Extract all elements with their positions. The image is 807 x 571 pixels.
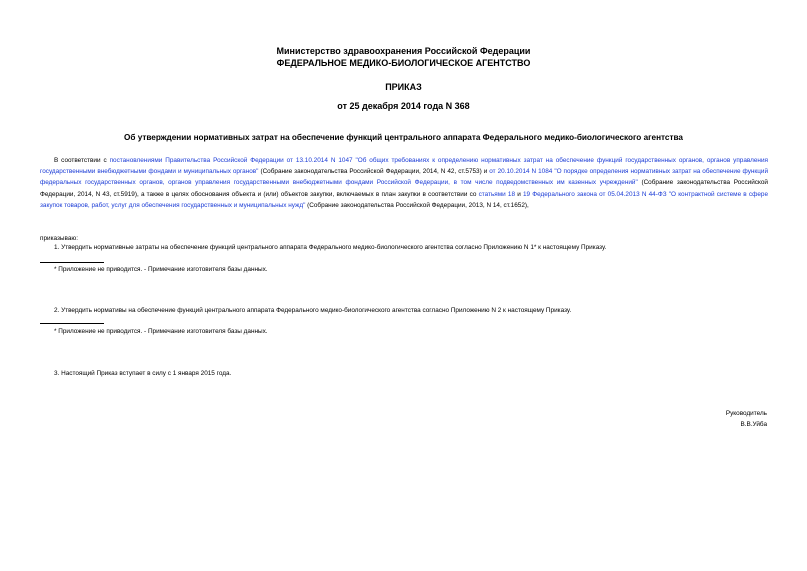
link-federal-law-44[interactable]: 19 Федерального закона от 05.04.2013 N 44-ФЗ "О контрактной системе в сфере закупок товаров, работ, услуг для обеспечения государственных и муниципальных нужд"	[40, 190, 768, 209]
agency-name: ФЕДЕРАЛЬНОЕ МЕДИКО-БИОЛОГИЧЕСКОЕ АГЕНТСТВО	[276, 58, 531, 68]
intro-text-5: (Собрание законодательства Российской Федерации, 2013, N 14, ст.1652),	[305, 201, 529, 209]
link-article-18[interactable]: статьями 18	[478, 190, 516, 198]
intro-text-2: (Собрание законодательства Российской Федерации, 2014, N 42, ст.5753) и	[258, 168, 490, 176]
intro-text-1: В соответствии с	[54, 157, 110, 164]
item-3: 3. Настоящий Приказ вступает в силу с 1 января 2015 года.	[54, 370, 232, 377]
ministry-name: Министерство здравоохранения Российской Федерации	[276, 46, 531, 56]
document-title: Об утверждении нормативных затрат на обеспечение функций центрального аппарата Федерального медико-биологического агентства	[124, 133, 683, 142]
footnote-1: * Приложение не приводится. - Примечание изготовителя базы данных.	[54, 266, 268, 273]
footnote-divider-1	[40, 262, 104, 263]
signature-name: В.В.Уйба	[740, 421, 767, 428]
intro-text-3: (Собрание законодательства Российской Федерации, 2014, N 43, ст.5919), а также в целях обоснования объекта и (или) объектов закупки, включаемых в план закупки в соответствии со	[40, 179, 768, 198]
link-government-decree-1047[interactable]: постановлениями Правительства Российской Федерации от 13.10.2014 N 1047 "Об общих требованиях к определению нормативных затрат на обеспечение функций государственных органов, органов управления государственными внебюджетными фондами и муниципальных органов"	[40, 157, 768, 176]
item-1: 1. Утвердить нормативные затраты на обеспечение функций центрального аппарата Федерального медико-биологического агентства согласно Приложению N 1* к настоящему Приказу.	[54, 244, 607, 251]
item-2: 2. Утвердить нормативы на обеспечение функций центрального аппарата Федерального медико-биологического агентства согласно Приложению N 2 к настоящему Приказу.	[54, 307, 572, 314]
signature-position: Руководитель	[725, 410, 767, 417]
intro-text-4: и	[515, 190, 523, 198]
order-word: приказываю:	[40, 235, 78, 242]
document-date-number: от 25 декабря 2014 года N 368	[337, 101, 470, 111]
footnote-2: * Приложение не приводится. - Примечание изготовителя базы данных.	[54, 328, 268, 335]
footnote-divider-2	[40, 323, 104, 324]
link-government-decree-1084[interactable]: от 20.10.2014 N 1084 "О порядке определения нормативных затрат на обеспечение функций федеральных государственных органов, органов управления государственными внебюджетными фондами Российской Федерации, в том числе подведомственных им казенных учреждений"	[40, 168, 769, 187]
intro-paragraph	[40, 155, 768, 211]
document-type: ПРИКАЗ	[385, 82, 422, 92]
